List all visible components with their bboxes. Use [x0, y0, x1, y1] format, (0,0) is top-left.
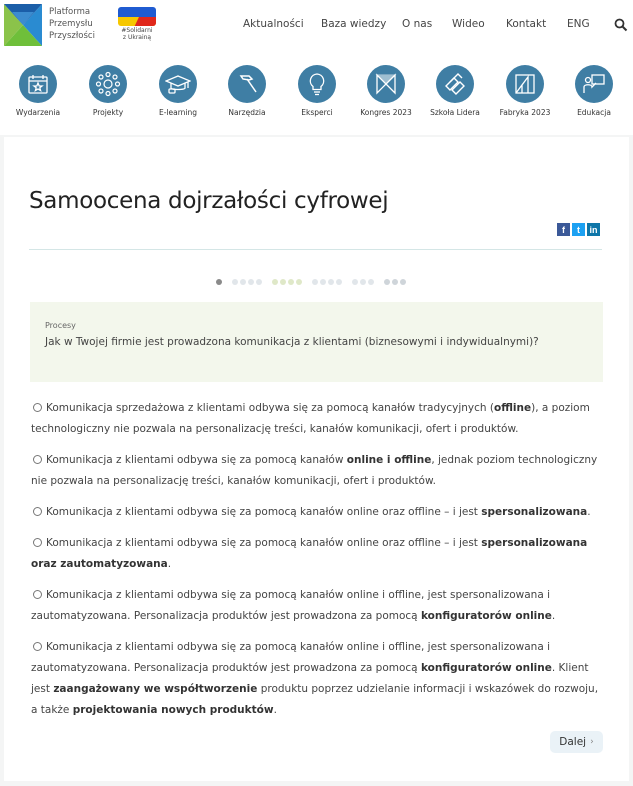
answer-option-text: Komunikacja z klientami odbywa się za pomocą kanałów online i offline, jest spersonalizowana i zautomatyzowana. Personalizacja produktów jest prowadzona za pomocą	[31, 641, 551, 674]
category-label: Edukacja	[577, 108, 611, 117]
progress-dot	[312, 279, 318, 285]
category-szkola-lidera[interactable]	[420, 65, 490, 117]
progress-dots	[4, 279, 629, 287]
category-label: Projekty	[92, 108, 124, 117]
answer-option-text: .	[273, 704, 277, 716]
answer-option[interactable]	[31, 637, 606, 721]
question-category: Procesy	[45, 321, 76, 330]
radio-button[interactable]	[33, 455, 42, 464]
factory-icon	[513, 72, 537, 96]
nav-link-wideo[interactable]: Wideo	[452, 18, 485, 30]
radio-button[interactable]	[33, 507, 42, 516]
answer-option-emphasis: konfiguratorów online	[420, 610, 552, 622]
answer-option-text: , jednak poziom technologiczny nie pozwala na personalizację treści, kanałów komunikacji, ofert i produktów.	[31, 454, 598, 487]
network-icon	[95, 71, 121, 97]
answer-option-text: produktu poprzez udzielanie informacji i wskazówek do rozwoju, a także	[31, 683, 599, 716]
answer-option-text: Komunikacja z klientami odbywa się za pomocą kanałów online i offline, jest spersonalizowana i zautomatyzowana. Personalizacja produktów jest prowadzona za pomocą	[31, 589, 551, 622]
answer-option[interactable]	[31, 502, 606, 523]
progress-dot	[384, 279, 390, 285]
category-e-learning[interactable]	[143, 65, 213, 117]
kongres-logo-icon	[374, 72, 398, 96]
search-icon[interactable]	[614, 18, 628, 32]
brand-line-1: Platforma	[49, 7, 91, 17]
nav-link-aktualnosci[interactable]: Aktualności	[243, 18, 304, 30]
progress-dot	[248, 279, 254, 285]
question-text: Jak w Twojej firmie jest prowadzona komunikacja z klientami (biznesowymi i indywidualnymi)?	[45, 336, 539, 348]
answer-option-emphasis: online i offline	[346, 454, 432, 466]
category-label: Narzędzia	[228, 108, 266, 117]
progress-dot	[400, 279, 406, 285]
progress-dot	[336, 279, 342, 285]
radio-button[interactable]	[33, 642, 42, 651]
answer-option-text: Komunikacja z klientami odbywa się za pomocą kanałów online oraz offline – i jest	[46, 537, 482, 549]
leader-school-icon	[443, 72, 467, 96]
site-header	[0, 0, 633, 135]
linkedin-share-icon[interactable]: in	[587, 223, 600, 236]
next-button[interactable]	[550, 731, 603, 753]
category-label: Eksperci	[301, 108, 333, 117]
solidarity-line-1: #Solidarni	[121, 27, 153, 34]
answer-option-emphasis: konfiguratorów online	[420, 662, 552, 674]
nav-link-eng[interactable]: ENG	[567, 18, 590, 30]
category-label: Wydarzenia	[15, 108, 61, 117]
answer-option-emphasis: spersonalizowana oraz zautomatyzowana	[31, 537, 588, 570]
answer-option-text: .	[587, 506, 591, 518]
category-wydarzenia[interactable]	[3, 65, 73, 117]
category-eksperci[interactable]	[282, 65, 352, 117]
answer-option-emphasis: zaangażowany we współtworzenie	[53, 683, 258, 695]
progress-dot	[360, 279, 366, 285]
category-label: Fabryka 2023	[499, 108, 551, 117]
answer-option-emphasis: spersonalizowana	[481, 506, 588, 518]
answer-option-text: .	[551, 610, 556, 622]
progress-dot	[256, 279, 262, 285]
radio-button[interactable]	[33, 403, 42, 412]
brand-line-3: Przyszłości	[49, 31, 95, 41]
teacher-icon	[582, 72, 606, 96]
self-assessment-card	[4, 137, 629, 781]
progress-dot	[288, 279, 294, 285]
progress-dot	[216, 279, 222, 285]
progress-dot	[296, 279, 302, 285]
calendar-icon	[26, 72, 50, 96]
answer-option-text: ), a poziom technologiczny nie pozwala na personalizację treści, kanałów komunikacji, ofert i produktów.	[31, 402, 590, 435]
answer-options	[31, 398, 606, 731]
nav-link-kontakt[interactable]: Kontakt	[506, 18, 547, 30]
answer-option[interactable]	[31, 585, 606, 627]
nav-link-baza-wiedzy[interactable]: Baza wiedzy	[321, 18, 387, 30]
top-navigation	[0, 18, 633, 32]
share-buttons	[557, 223, 600, 236]
progress-dot	[328, 279, 334, 285]
progress-dot	[392, 279, 398, 285]
progress-dot	[232, 279, 238, 285]
progress-dot	[352, 279, 358, 285]
page-title: Samoocena dojrzałości cyfrowej	[29, 188, 389, 214]
progress-dot	[280, 279, 286, 285]
answer-option[interactable]	[31, 450, 606, 492]
category-fabryka-2023[interactable]	[490, 65, 560, 117]
answer-option-text: Komunikacja z klientami odbywa się za pomocą kanałów online oraz offline – i jest	[46, 506, 482, 518]
next-button-label: Dalej	[559, 736, 587, 748]
category-narzedzia[interactable]	[212, 65, 282, 117]
category-label: Kongres 2023	[360, 108, 412, 117]
answer-option[interactable]	[31, 533, 606, 575]
category-icon-row	[0, 65, 633, 121]
twitter-share-icon[interactable]: t	[572, 223, 585, 236]
progress-dot	[368, 279, 374, 285]
nav-link-o-nas[interactable]: O nas	[402, 18, 433, 30]
facebook-share-icon[interactable]: f	[557, 223, 570, 236]
answer-option-emphasis: offline	[493, 402, 532, 414]
chevron-right-icon: ›	[590, 737, 594, 747]
answer-option-text: . Klient jest	[31, 662, 589, 695]
progress-dot	[272, 279, 278, 285]
answer-option-text: Komunikacja sprzedażowa z klientami odbywa się za pomocą kanałów tradycyjnych (	[46, 402, 494, 414]
lightbulb-icon	[306, 72, 328, 96]
answer-option-text: Komunikacja z klientami odbywa się za pomocą kanałów	[46, 454, 347, 466]
category-edukacja[interactable]	[559, 65, 629, 117]
graduation-cap-icon	[165, 72, 191, 96]
progress-dot	[240, 279, 246, 285]
answer-option[interactable]	[31, 398, 606, 440]
category-projekty[interactable]	[73, 65, 143, 117]
category-label: Szkoła Lidera	[430, 108, 480, 117]
answer-option-emphasis: projektowania nowych produktów	[72, 704, 274, 716]
radio-button[interactable]	[33, 590, 42, 599]
hammer-icon	[235, 72, 259, 96]
category-kongres-2023[interactable]	[351, 65, 421, 117]
brand-line-2: Przemysłu	[49, 19, 93, 29]
solidarity-line-2: z Ukrainą	[122, 33, 152, 41]
answer-option-text: .	[167, 558, 172, 570]
progress-dot	[320, 279, 326, 285]
question-box	[30, 302, 603, 382]
title-divider	[29, 249, 602, 250]
category-label: E-learning	[158, 108, 198, 117]
radio-button[interactable]	[33, 538, 42, 547]
